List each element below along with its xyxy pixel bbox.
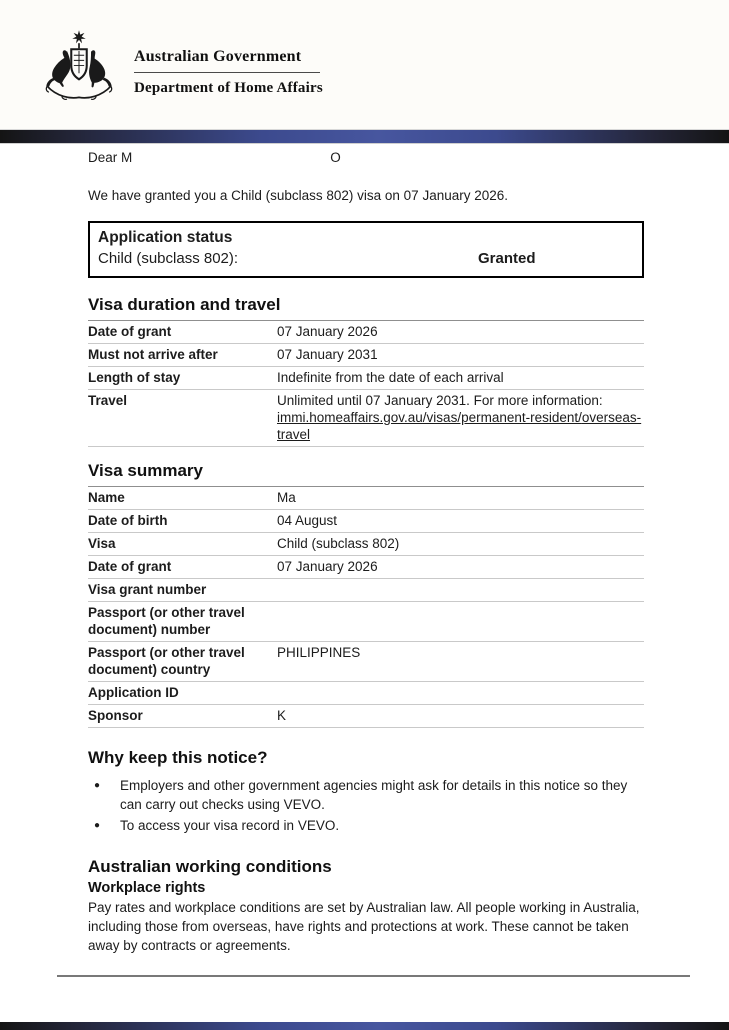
row-label: Passport (or other travel document) number — [88, 605, 245, 637]
footer-gradient-bar — [0, 1022, 729, 1030]
application-status-box — [88, 221, 644, 278]
row-value — [277, 604, 644, 638]
visa-summary-title: Visa summary — [88, 461, 203, 480]
letterhead-text — [134, 48, 323, 97]
workplace-rights-text: Pay rates and workplace conditions are set by Australian law. All people working in Australia, including those from overseas, have rights and protections at work. These cannot be taken away by contracts or agreements. — [88, 900, 640, 953]
table-row — [88, 533, 644, 556]
table-row — [88, 642, 644, 682]
letterhead-divider — [134, 72, 320, 73]
table-row — [88, 344, 644, 367]
row-label: Date of grant — [88, 324, 172, 339]
row-label: Travel — [88, 393, 128, 408]
salutation: Dear M — [88, 150, 133, 165]
row-value: Indefinite from the date of each arrival — [277, 370, 504, 385]
row-value: 04 August — [277, 513, 338, 528]
visa-duration-table — [88, 320, 644, 447]
row-value: Child (subclass 802) — [277, 536, 400, 551]
table-row — [88, 579, 644, 602]
application-status-value: Granted — [478, 250, 536, 267]
application-status-title: Application status — [98, 229, 233, 246]
header-gradient-bar — [0, 129, 729, 144]
government-name: Australian Government — [134, 48, 302, 65]
why-keep-list — [88, 776, 644, 835]
why-keep-title: Why keep this notice? — [88, 748, 268, 767]
row-value — [277, 684, 644, 701]
list-item: ● Employers and other government agencies might ask for details in this notice so they can carry out checks using VEVO. — [94, 776, 644, 814]
table-row — [88, 682, 644, 705]
row-label: Date of grant — [88, 559, 172, 574]
row-label: Passport (or other travel document) country — [88, 645, 245, 677]
table-row — [88, 705, 644, 728]
table-row — [88, 367, 644, 390]
department-name: Department of Home Affairs — [134, 80, 323, 96]
row-value: 07 January 2026 — [277, 324, 378, 339]
letterhead — [0, 0, 729, 129]
workplace-rights-subtitle: Workplace rights — [88, 880, 206, 896]
travel-info-text: Unlimited until 07 January 2031. For more information: — [277, 393, 603, 408]
page-end-divider — [57, 975, 690, 977]
visa-summary-table — [88, 486, 644, 728]
salutation-line — [88, 149, 644, 166]
list-item: ● To access your visa record in VEVO. — [94, 816, 644, 835]
row-value — [277, 581, 644, 598]
row-label: Length of stay — [88, 370, 181, 385]
travel-link-part1: immi.homeaffairs.gov.au/visas/permanent-resident/ — [277, 410, 582, 425]
row-label: Date of birth — [88, 513, 168, 528]
table-row — [88, 510, 644, 533]
overseas-travel-link[interactable] — [277, 410, 641, 442]
row-value — [277, 392, 644, 443]
australian-coat-of-arms-icon — [36, 28, 122, 110]
table-row — [88, 390, 644, 447]
travel-link-part2: overseas-travel — [277, 410, 642, 442]
application-status-label: Child (subclass 802): — [98, 250, 239, 267]
row-label: Application ID — [88, 685, 179, 700]
table-row — [88, 556, 644, 579]
row-label: Visa grant number — [88, 582, 207, 597]
row-label: Sponsor — [88, 708, 143, 723]
row-label: Name — [88, 490, 125, 505]
letter-body — [0, 149, 729, 977]
row-label: Must not arrive after — [88, 347, 218, 362]
row-label: Visa — [88, 536, 116, 551]
working-conditions-title: Australian working conditions — [88, 857, 332, 876]
application-status-row — [98, 248, 634, 269]
row-value: PHILIPPINES — [277, 645, 361, 660]
row-value: K — [277, 708, 287, 723]
table-row — [88, 602, 644, 642]
table-row — [88, 487, 644, 510]
table-row — [88, 321, 644, 344]
row-value: Ma — [277, 490, 296, 505]
salutation-suffix: O — [330, 150, 341, 165]
visa-duration-title: Visa duration and travel — [88, 295, 281, 314]
grant-statement: We have granted you a Child (subclass 802) visa on 07 January 2026. — [88, 188, 509, 203]
row-value: 07 January 2026 — [277, 559, 378, 574]
row-value: 07 January 2031 — [277, 347, 378, 362]
